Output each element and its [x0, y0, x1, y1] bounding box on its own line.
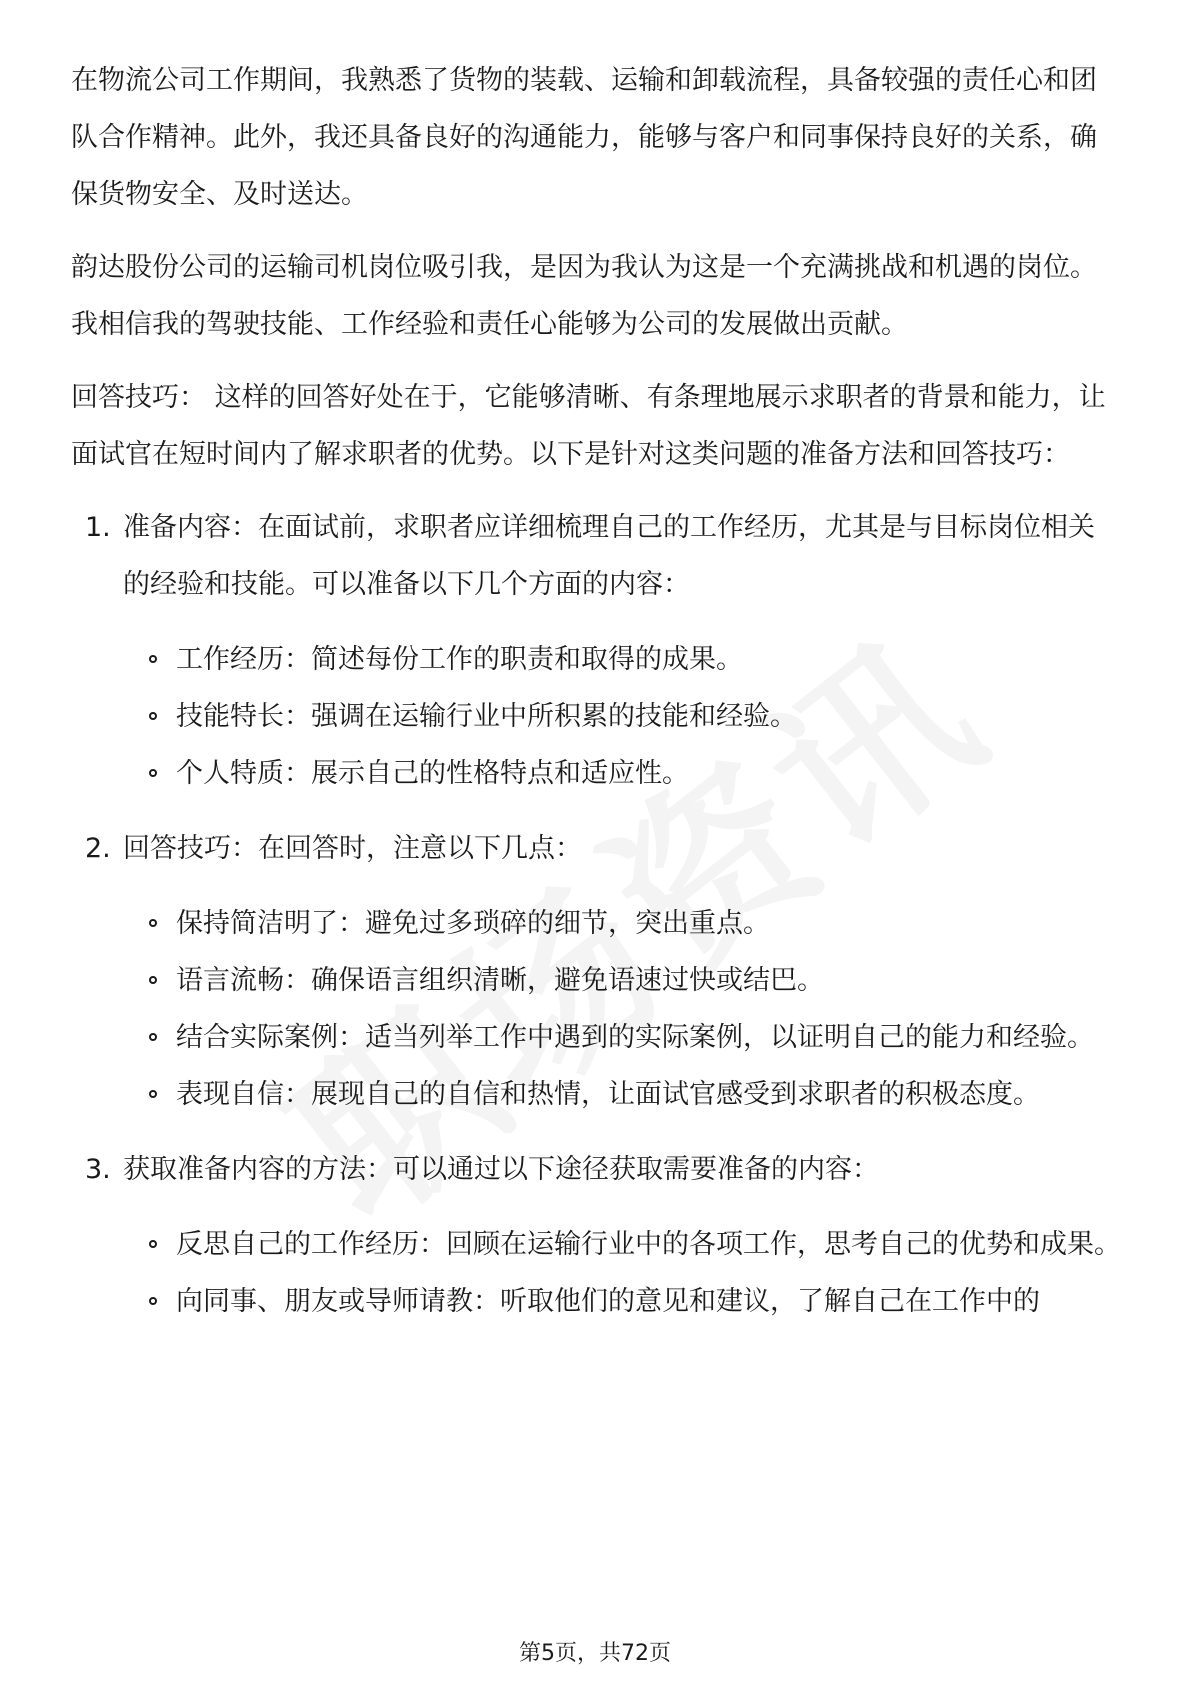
list-item — [71, 745, 1121, 802]
list-item-text: 结合实际案例：适当列举工作中遇到的实际案例，以证明自己的能力和经验。 — [176, 1022, 1094, 1053]
bullet-icon — [149, 655, 157, 663]
list-item — [71, 688, 1121, 745]
paragraph: 在物流公司工作期间，我熟悉了货物的装载、运输和卸载流程，具备较强的责任心和团队合作精神。此外，我还具备良好的沟通能力，能够与客户和同事保持良好的关系，确保货物安全、及时送达。 — [71, 65, 1097, 210]
bullet-icon — [149, 919, 157, 927]
paragraph: 回答技巧： 这样的回答好处在于，它能够清晰、有条理地展示求职者的背景和能力，让面试官在短时间内了解求职者的优势。以下是针对这类问题的准备方法和回答技巧： — [71, 382, 1106, 470]
bullet-icon — [149, 1090, 157, 1098]
bullet-list — [71, 631, 1121, 802]
list-item-text: 向同事、朋友或导师请教：听取他们的意见和建议，了解自己在工作中的 — [176, 1286, 1040, 1317]
numbered-item — [71, 1141, 1121, 1198]
list-item — [71, 895, 1121, 952]
item-number: 1. — [85, 512, 111, 543]
page-number: 第5页，共72页 — [519, 1641, 671, 1666]
bullet-icon — [149, 769, 157, 777]
list-item-text: 反思自己的工作经历：回顾在运输行业中的各项工作，思考自己的优势和成果。 — [176, 1229, 1121, 1260]
bullet-icon — [149, 1240, 157, 1248]
bullet-icon — [149, 1033, 157, 1041]
bullet-icon — [149, 712, 157, 720]
list-item — [71, 1273, 1121, 1330]
list-item-text: 表现自信：展现自己的自信和热情，让面试官感受到求职者的积极态度。 — [176, 1079, 1040, 1110]
list-item — [71, 1009, 1121, 1066]
bullet-icon — [149, 976, 157, 984]
item-number: 2. — [85, 833, 111, 864]
list-item — [71, 631, 1121, 688]
list-item-text: 语言流畅：确保语言组织清晰，避免语速过快或结巴。 — [176, 965, 824, 996]
item-text: 回答技巧：在回答时，注意以下几点： — [123, 833, 582, 864]
list-item-text: 技能特长：强调在运输行业中所积累的技能和经验。 — [176, 701, 797, 732]
bullet-icon — [149, 1297, 157, 1305]
paragraph: 韵达股份公司的运输司机岗位吸引我，是因为我认为这是一个充满挑战和机遇的岗位。我相信我的驾驶技能、工作经验和责任心能够为公司的发展做出贡献。 — [71, 252, 1097, 340]
list-item — [71, 1066, 1121, 1123]
bullet-list — [71, 895, 1121, 1123]
bullet-list — [71, 1216, 1121, 1330]
list-item-text: 保持简洁明了：避免过多琐碎的细节，突出重点。 — [176, 908, 770, 939]
list-item — [71, 1216, 1121, 1273]
item-text: 获取准备内容的方法：可以通过以下途径获取需要准备的内容： — [123, 1154, 879, 1185]
list-item-text: 个人特质：展示自己的性格特点和适应性。 — [176, 758, 689, 789]
numbered-item — [71, 499, 1121, 613]
numbered-item — [71, 820, 1121, 877]
list-item — [71, 952, 1121, 1009]
document-body — [71, 52, 1121, 1348]
item-text: 准备内容：在面试前，求职者应详细梳理自己的工作经历，尤其是与目标岗位相关的经验和技能。可以准备以下几个方面的内容： — [123, 512, 1095, 600]
item-number: 3. — [85, 1154, 111, 1185]
list-item-text: 工作经历：简述每份工作的职责和取得的成果。 — [176, 644, 743, 675]
